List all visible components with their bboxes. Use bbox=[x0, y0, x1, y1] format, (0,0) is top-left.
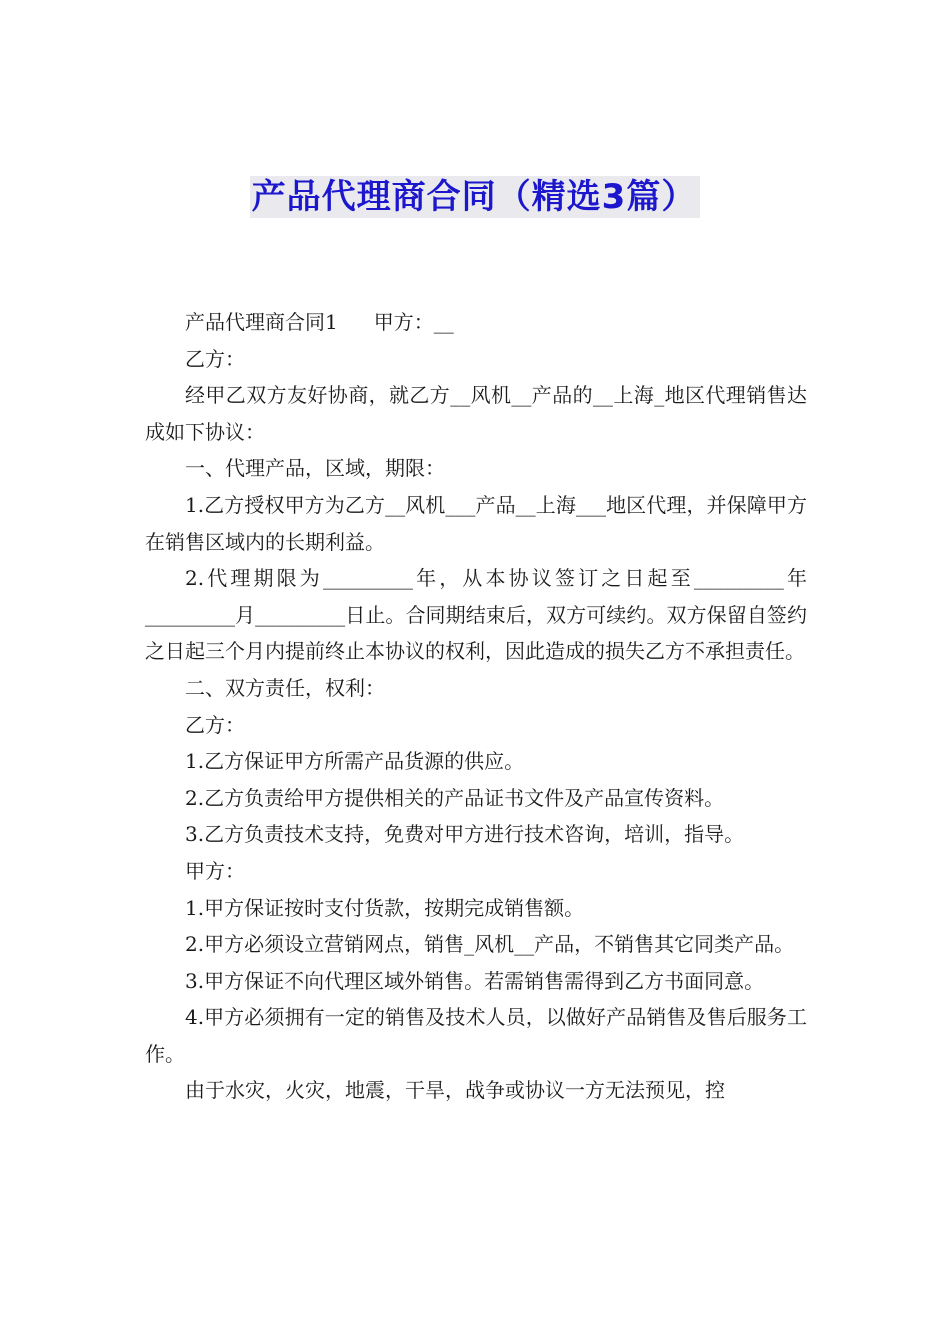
clause-a-1: 1.甲方保证按时支付货款，按期完成销售额。 bbox=[185, 895, 585, 920]
title-container bbox=[0, 176, 950, 218]
clause-1-2: 2.代理期限为_________年，从本协议签订之日起至_________年_________月_________日止。合同期结束后，双方可续约。双方保留自签约之日起三个月内提前终止本协议的权利，因此造成的损失乙方不承担责任。 bbox=[145, 566, 807, 664]
clause-b-1: 1.乙方保证甲方所需产品货源的供应。 bbox=[185, 749, 525, 774]
document-title: 产品代理商合同（精选3篇） bbox=[250, 176, 701, 218]
contract-heading: 产品代理商合同1 bbox=[185, 310, 338, 334]
document-body bbox=[145, 304, 807, 1109]
paragraph-party-b: 乙方： bbox=[185, 346, 245, 371]
clause-a-3: 3.甲方保证不向代理区域外销售。若需销售需得到乙方书面同意。 bbox=[185, 968, 765, 993]
subheading-party-a: 甲方： bbox=[185, 858, 245, 883]
section-heading-responsibilities: 二、双方责任，权利： bbox=[185, 675, 385, 700]
clause-a-2: 2.甲方必须设立营销网点，销售_风机__产品，不销售其它同类产品。 bbox=[185, 932, 795, 957]
force-majeure-clause: 由于水灾，火灾，地震，干旱，战争或协议一方无法预见，控 bbox=[185, 1078, 725, 1103]
clause-a-4: 4.甲方必须拥有一定的销售及技术人员，以做好产品销售及售后服务工作。 bbox=[145, 1005, 807, 1066]
intro-line bbox=[145, 304, 807, 341]
clause-1-1: 1.乙方授权甲方为乙方__风机___产品__上海___地区代理，并保障甲方在销售区域内的长期利益。 bbox=[145, 492, 807, 554]
paragraph-agreement-intro: 经甲乙双方友好协商，就乙方__风机__产品的__上海_地区代理销售达成如下协议： bbox=[145, 383, 807, 444]
section-heading-products: 一、代理产品，区域，期限： bbox=[185, 456, 445, 481]
party-a-line: 甲方：__ bbox=[373, 310, 454, 334]
subheading-party-b: 乙方： bbox=[185, 712, 245, 737]
clause-b-2: 2.乙方负责给甲方提供相关的产品证书文件及产品宣传资料。 bbox=[185, 785, 725, 810]
clause-b-3: 3.乙方负责技术支持，免费对甲方进行技术咨询，培训，指导。 bbox=[185, 822, 745, 847]
